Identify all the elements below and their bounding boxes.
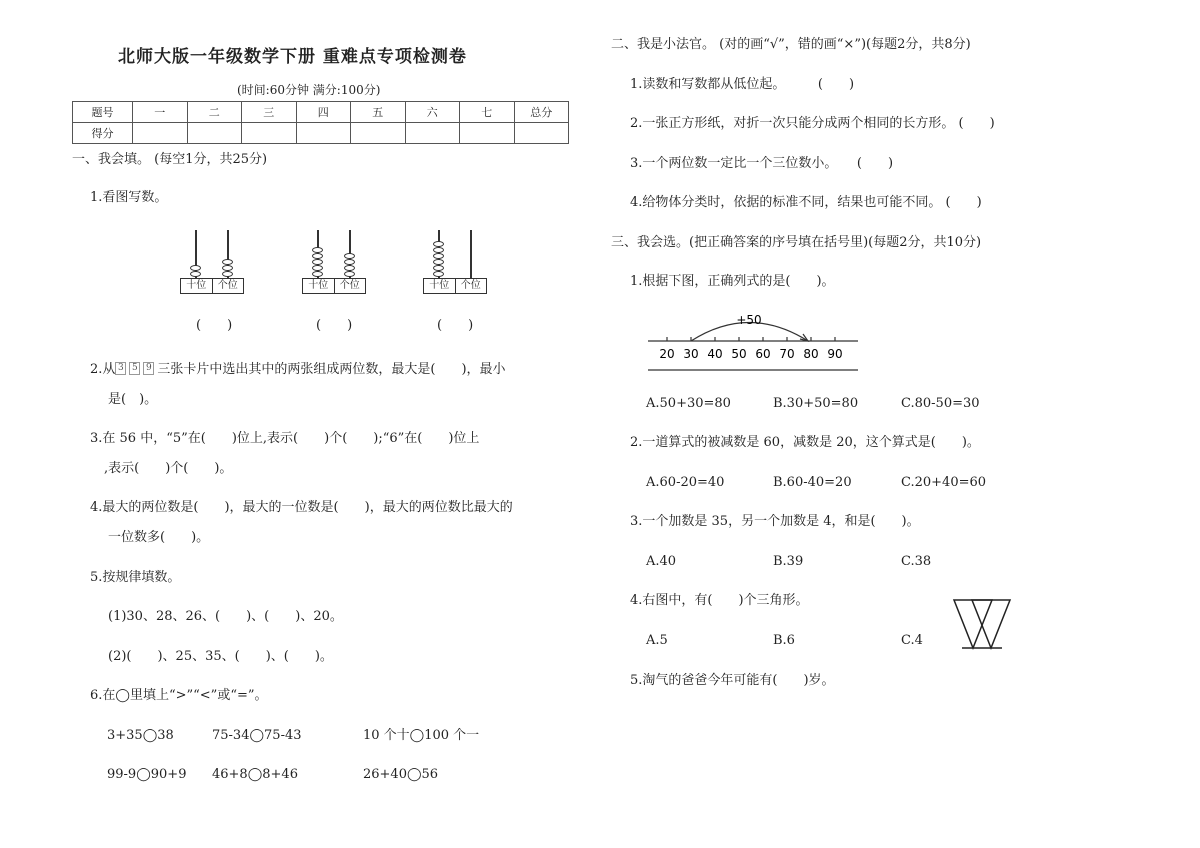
compare-item: 3+35◯38 [107,728,174,743]
number-line-tick-label: 70 [779,347,795,361]
judge-item: 1.读数和写数都从低位起。 ( ) [630,77,855,92]
q2-text: 三张卡片中选出其中的两张组成两位数，最大是( )，最小 [157,362,506,377]
abacus-figure [302,230,366,294]
q3-line2: ,表示( )个( )。 [104,461,233,476]
score-cell: 总分 [514,102,569,123]
answer-blank[interactable]: ( ) [437,318,474,333]
abacus-label-ones: 个位 [339,280,360,291]
number-line-tick-label: 20 [659,347,675,361]
abacus-label-ones: 个位 [217,280,238,291]
abacus-bead [344,259,355,265]
abacus-label-tens: 十位 [303,279,335,293]
abacus-bead [312,259,323,265]
abacus-bead [433,265,444,271]
abacus-figure [423,230,487,294]
q3-line1: 3.在 56 中，“5”在( )位上,表示( )个( );“6”在( )位上 [90,431,480,446]
abacus-bead [312,271,323,277]
abacus-base [423,278,487,294]
abacus-bead [222,265,233,271]
abacus-bead [433,241,444,247]
s3-q1-text: 1.根据下图，正确列式的是( )。 [630,274,835,289]
answer-blank[interactable]: ( ) [196,318,233,333]
section2-heading: 二、我是小法官。 (对的画“√”，错的画“×”)(每题2分，共8分) [611,37,971,52]
number-card: 5 [129,362,140,375]
abacus-bead [344,271,355,277]
abacus-label-ones: 个位 [460,280,481,291]
abacus-bead [312,247,323,253]
score-cell: 题号 [73,102,133,123]
abacus-bead [344,253,355,259]
number-line-tick-label: 50 [731,347,747,361]
score-table-header-row [73,102,569,123]
option[interactable]: C.4 [901,633,923,648]
option[interactable]: B.60-40=20 [773,475,852,490]
score-input-cell[interactable] [460,123,515,144]
number-line-tick-label: 90 [827,347,843,361]
abacus-label-tens: 十位 [424,279,456,293]
score-input-cell[interactable] [405,123,460,144]
option[interactable]: C.38 [901,554,932,569]
triangle-shape [972,600,1010,648]
q6-text: 6.在◯里填上“>”“<”或“=”。 [90,688,268,703]
q1-text: 1.看图写数。 [90,190,168,205]
page-title: 北师大版一年级数学下册 重难点专项检测卷 [118,47,467,67]
score-input-cell[interactable] [296,123,351,144]
triangles-figure [952,598,1012,650]
number-line-tick-label: 60 [755,347,771,361]
section3-heading: 三、我会选。(把正确答案的序号填在括号里)(每题2分，共10分) [611,235,982,250]
option[interactable]: A.5 [646,633,668,648]
abacus-base [180,278,244,294]
option[interactable]: C.20+40=60 [901,475,987,490]
abacus-bead [433,247,444,253]
score-cell: 一 [133,102,188,123]
score-input-cell[interactable] [514,123,569,144]
section1-heading: 一、我会填。 (每空1分，共25分) [72,152,268,167]
score-input-cell[interactable] [187,123,242,144]
compare-item: 75-34◯75-43 [212,728,302,743]
compare-item: 99-9◯90+9 [107,767,187,782]
option[interactable]: B.30+50=80 [773,396,859,411]
score-input-cell[interactable] [351,123,406,144]
score-cell: 三 [242,102,297,123]
q5-sub2: (2)( )、25、35、( )、( )。 [108,649,333,664]
compare-item: 46+8◯8+46 [212,767,298,782]
abacus-bead [222,259,233,265]
s3-q3-text: 3.一个加数是 35，另一个加数是 4，和是( )。 [630,514,920,529]
q5-text: 5.按规律填数。 [90,570,181,585]
q4-line1: 4.最大的两位数是( )，最大的一位数是( )，最大的两位数比最大的 [90,500,513,515]
score-table-score-row [73,123,569,144]
triangle-shape [954,600,992,648]
judge-item: 2.一张正方形纸，对折一次只能分成两个相同的长方形。 ( ) [630,116,995,131]
number-line-tick-label: 30 [683,347,699,361]
abacus-bead [433,259,444,265]
option[interactable]: A.50+30=80 [646,396,731,411]
score-input-cell[interactable] [133,123,188,144]
option[interactable]: A.40 [646,554,677,569]
score-table [72,101,569,144]
q4-line2: 一位数多( )。 [108,530,210,545]
number-line-tick-label: 80 [803,347,819,361]
q2-line2: 是( )。 [108,392,158,407]
abacus-bead [433,271,444,277]
abacus-figure [180,230,244,294]
score-cell: 七 [460,102,515,123]
abacus-bead [433,253,444,259]
number-line-figure [640,306,870,376]
number-line-tick-label: 40 [707,347,723,361]
option[interactable]: C.80-50=30 [901,396,980,411]
abacus-bead [312,265,323,271]
jump-label: +50 [736,313,762,327]
exam-subtitle: (时间:60分钟 满分:100分) [237,83,381,97]
compare-item: 26+40◯56 [363,767,439,782]
abacus-base [302,278,366,294]
number-card: 3 [115,362,126,375]
abacus-bead [344,265,355,271]
s3-q4-text: 4.右图中，有( )个三角形。 [630,593,809,608]
abacus-bead [312,253,323,259]
score-cell: 六 [405,102,460,123]
abacus-rod [470,230,472,278]
score-cell: 二 [187,102,242,123]
score-input-cell[interactable] [242,123,297,144]
s3-q2-text: 2.一道算式的被减数是 60，减数是 20，这个算式是( )。 [630,435,980,450]
option[interactable]: B.39 [773,554,804,569]
score-cell: 得分 [73,123,133,144]
option[interactable]: A.60-20=40 [646,475,725,490]
number-card: 9 [143,362,154,375]
abacus-bead [222,271,233,277]
s3-q5-text: 5.淘气的爸爸今年可能有( )岁。 [630,673,835,688]
score-cell: 四 [296,102,351,123]
abacus-bead [190,271,201,277]
judge-item: 4.给物体分类时，依据的标准不同，结果也可能不同。 ( ) [630,195,982,210]
abacus-label-tens: 十位 [181,279,213,293]
q2-line1 [90,362,506,378]
option[interactable]: B.6 [773,633,795,648]
judge-item: 3.一个两位数一定比一个三位数小。 ( ) [630,156,894,171]
abacus-bead [190,265,201,271]
q5-sub1: (1)30、28、26、( )、( )、20。 [108,609,343,624]
score-cell: 五 [351,102,406,123]
q2-prefix: 2.从 [90,362,116,377]
compare-item: 10 个十◯100 个一 [363,728,480,743]
answer-blank[interactable]: ( ) [316,318,353,333]
